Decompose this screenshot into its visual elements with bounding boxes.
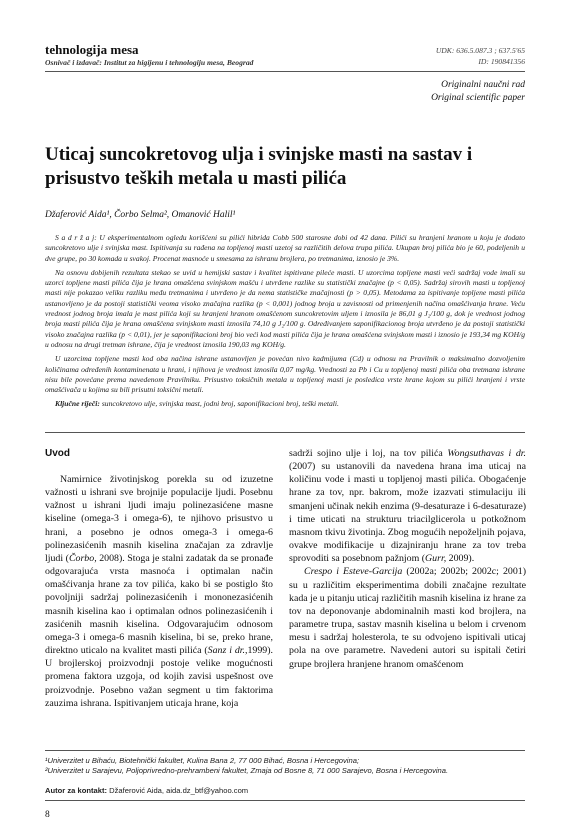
footnote: ²Univerzitet u Sarajevu, Poljoprivredno-prehrambeni fakultet, Zmaja od Bosne 8, 71 000 Sarajevo, Bosna i Hercegovina. [45,766,449,775]
header-rule [45,71,525,72]
abstract-paragraph: S a d r ž a j: U eksperimentalnom ogledu korišćeni su pilići hibrida Cobb 500 starosne dobi od 42 dana. Pilići su hranjeni hranom u koju je dodato suncokretovo ulje i svinjska mast. Ispitivanja su rađena na topljenoj masti uzetoj sa različitih delova trupa pilića. Ukupan broj pilića bio je 60, podeljenih u dve grupe, po 30 komada u svakoj. Procenat masnoće u smesama za ishranu brojlera, po tretmanima, iznosio je 3%. [45,233,525,263]
citation: Gurr, [425,553,447,565]
citation: Wongsuthavas i dr. [447,448,526,459]
keywords-text: suncokretovo ulje, svinjska mast, jodni broj, saponifikacioni broj, teški metali. [101,399,339,409]
body-paragraph: Crespo i Esteve-Garcija (2002a; 2002b; 2002c; 2001) su u različitim eksperimentima dobili značajne rezultate kada je u pitanju uticaj različitih masnih kiselina iz hrane za tov na deponovanje abdominalnih masti kod brojlera, na parametre trupa, sastav masnih kiselina u belom i crvenom mesu i sadržaj holesterola, te su odvojeno ispitivali uticaj pola na ove parametre. Navedeni autori su ispitali četiri grupe brojlera hranjene hranom omašćenom [289,566,526,670]
paper-type-english: Original scientific paper [431,93,525,103]
abstract [45,233,525,414]
intro-left-column [45,473,273,710]
citation: Sanz i dr. [207,645,246,657]
body-paragraph: sadrži sojino ulje i loj, na tov pilića Wongsuthavas i dr. (2007) su ustanovili da navedena hrana ima uticaj na količinu vode i masti u topljenoj masti pilića. Obogaćenje hrane za tov, npr. bakrom, može izazvati stimulaciju ili smanjeni učinak nekih enzima (9-desaturaze i 6-desaturaze) i time uticati na strukturu triacilglicerola u potkožnom masnom tkivu životinja. Zbog mogućih nepoželjnih pojava, ovakve modifikacije u dizajniranju hrane za tov treba sprovoditi sa posebnom pažnjom (Gurr, 2009). [289,448,526,565]
body-paragraph: Namirnice životinjskog porekla su od izuzetne važnosti u ishrani sve brojnije populacije ljudi. Posebnu važnost u ishrani ljudi imaju polinezasićene masne kiseline (omega-3 i omega-6), te njihovo prisustvo u hrani, a posebno je odnos omega-3 i omega-6 polinezasićenih masnih kiselina značajan za zdravlje ljudi (Čorbo, 2008). Stoga je stalni zadatak da se pronađe odgovarajuća vrsta masnoća i optimalan način omašćivanja hrane za tov pilića, kako bi se postiglo što povoljniji sadržaj polinezasićenih i mononezasićenih masnih kiselina kao i optimalan odnos polinezasićenih i zasićenih masnih kiselina. Odgovarajućim odnosom omega-3 i omega-6 masnih kiselina, bi se, preko hrane, direktno uticalo na kvalitet masti pilića (Sanz i dr.,1999). U brojlerskoj proizvodnji postoje velike mogućnosti promena faktora uzgoja, od kojih zavisi uspešnost ove proizvodnje. Posebno važan segment u tim faktorima zauzima ishrana. Ispitivanjem uticaja hrane, koja [45,474,273,709]
page-number: 8 [45,810,50,820]
citation: Čorbo [68,552,95,564]
citation: Crespo i Esteve-Garcija [304,566,403,578]
contact-text: Džaferović Aida, aida.dz_btf@yahoo.com [107,786,249,795]
keywords-label: Ključne riječi: [55,399,100,409]
journal-name: tehnologija mesa [45,42,139,57]
contact-author [45,786,248,795]
udk-code: UDK: 636.5.087.3 ; 637.5'65 [435,46,525,55]
abstract-paragraph: U uzorcima topljene masti kod oba načina ishrane ustanovljen je povećan nivo kadmijuma (Cd) u odnosu na Pravilnik o maksimalno dozvoljenim količinama određenih kontaminenata u hrani, i njihova je vrednost iznosila 0,07 mg/kg. Vrednosti za Pb i Cu u topljenoj masti pilića oba tretmana ishrane nisu bile povećane prema navedenom Pravilniku. Prisustvo toksičnih metala u topljenoj masti je posledica vrste hrane kojom su pilići hranjeni i vrste omašćivača u kojima su bili prisutni toksični metali. [45,354,525,395]
footnote: ¹Univerzitet u Bihaću, Biotehnički fakultet, Kulina Bana 2, 77 000 Bihać, Bosna i Hercegovina; [45,756,360,765]
paper-type-local: Originalni naučni rad [441,80,525,90]
footnote-rule [45,750,525,751]
abstract-paragraph: Na osnovu dobijenih rezultata stekao se uvid u hemijski sastav i kvalitet ispitivane pileće masti. U uzorcima topljene masti veći sadržaj vode imali su uzorci topljene masti pilića čija je hrana omašćena svinjskom mašću i utvrđene razlike su statistički značajne (p < 0,05). Sadržaj sirovih masti u topljenoj masti nije pokazao veliku razliku među tretmanima i utvrđeno je da nema statističke značajnosti (p > 0,05). Metodama za ispitivanje topljene masti pilića ustanovljeno je da postoji statistički veoma visoko značajna razlika (p < 0,001) jodnog broja u zavisnosti od primenjenih načina omašćivanja hrane. Veću vrednost jodnog broja imala je mast pilića koji su hranjeni hranom omašćenom suncokretovim uljem i iznosila je 86,01 g J₂/100 g, dok je vrednost jodnog broja masti pilića čija je hrana omašćena svinjskom masti iznosila 74,10 g J₂/100 g. Određivanjem saponifikacionog broja utvrđeno je da postoji statistički visoko značajna razlika (p < 0,01), jer je saponifikacioni broj bio veći kod masti pilića čija je hrana omašćena svinjskom masti i iznosio je 193,34 mg KOH/g u odnosu na drugi tretman ishrane, čija je vrednost iznosila 190,03 mg KOH/g. [45,267,525,349]
bottom-rule [45,800,525,801]
abstract-rule [45,432,525,433]
intro-right-column [289,447,526,671]
publisher-line: Osnivač i izdavač: Institut za higijenu i tehnologiju mesa, Beograd [45,58,254,67]
article-title: Uticaj suncokretovog ulja i svinjske masti na sastav i prisustvo teških metala u masti pilića [45,144,473,189]
authors: Džaferović Aida¹, Čorbo Selma², Omanović Halil¹ [45,210,236,220]
section-heading-intro: Uvod [45,448,70,459]
keywords [45,399,525,409]
document-id: ID: 190841356 [478,57,525,66]
footnotes [45,756,525,776]
contact-label: Autor za kontakt: [45,786,108,795]
